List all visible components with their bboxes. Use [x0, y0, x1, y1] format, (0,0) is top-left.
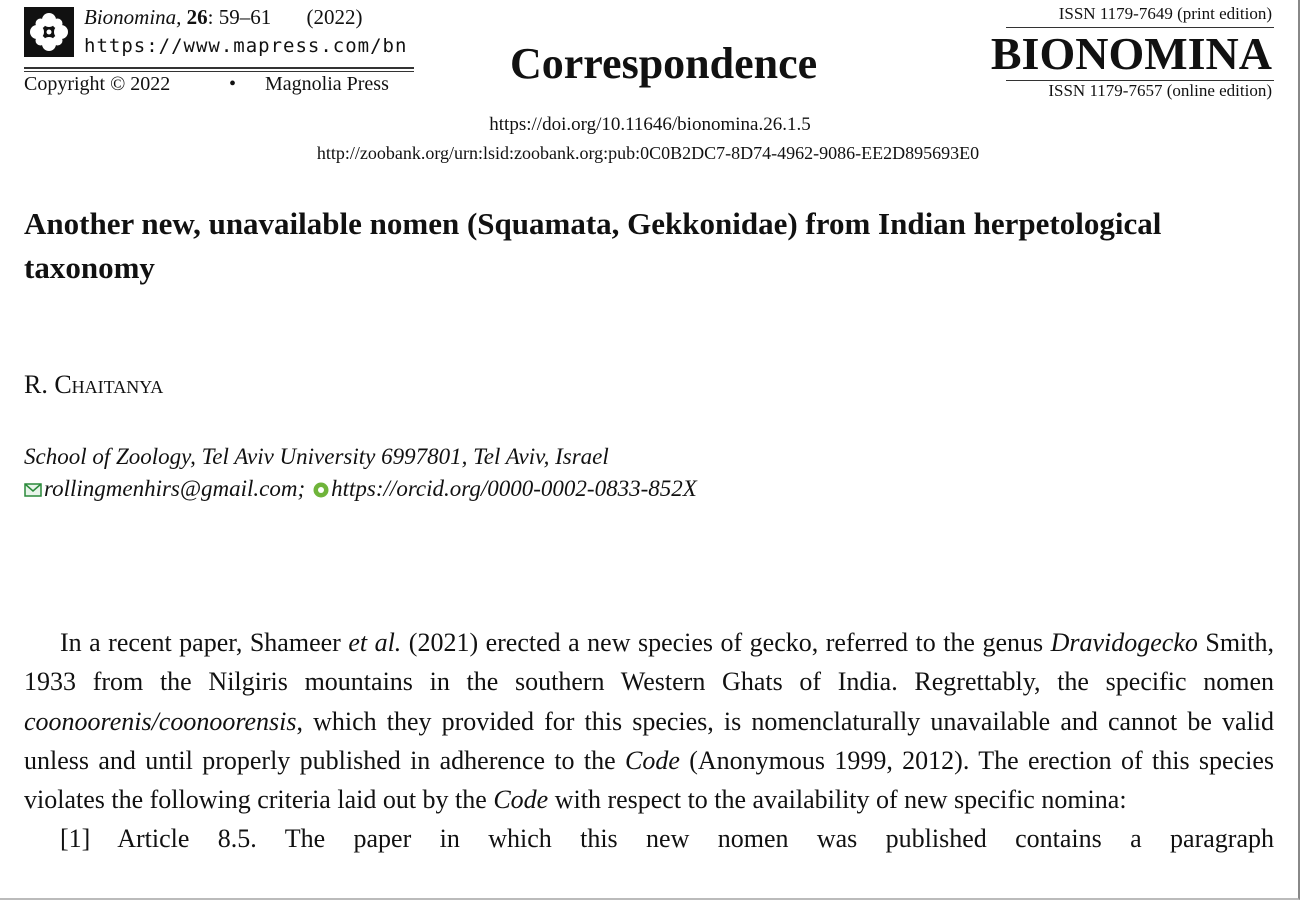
- header-rule: [24, 67, 414, 72]
- journal-year: (2022): [306, 5, 363, 29]
- copyright-text: Copyright © 2022: [24, 73, 171, 95]
- species-nomen: coonoorenis/coonoorensis: [24, 706, 297, 736]
- body-paragraph: [24, 623, 1274, 819]
- author-contact: [24, 476, 697, 504]
- orcid-link[interactable]: https://orcid.org/0000-0002-0833-852X: [331, 476, 697, 501]
- journal-citation: [84, 5, 363, 30]
- journal-brand: BIONOMINA: [990, 28, 1272, 79]
- article-title: Another new, unavailable nomen (Squamata, Gekkonidae) from Indian herpetological taxonomy: [24, 206, 1162, 285]
- body-italic: et al.: [348, 628, 402, 657]
- journal-volume: 26: [186, 5, 208, 29]
- issn-online: ISSN 1179-7657 (online edition): [1048, 81, 1272, 100]
- body-text: with respect to the availability of new specific nomina:: [548, 785, 1127, 815]
- body-text: Smith, 1933 from the Nilgiris mountains in the southern Western Ghats of India. Regrettably, the specific nomen: [24, 628, 1274, 697]
- zoobank-link[interactable]: http://zoobank.org/urn:lsid:zoobank.org:pub:0C0B2DC7-8D74-4962-9086-EE2D895693E0: [316, 143, 980, 163]
- copyright-line: [24, 73, 414, 96]
- article-body: [24, 623, 1274, 858]
- journal-url[interactable]: https://www.mapress.com/bn: [84, 35, 408, 57]
- body-italic: Code: [493, 785, 549, 815]
- article-criterion: [1] Article 8.5. The paper in which this new nomen was published contains a paragraph: [60, 824, 1274, 854]
- genus-name: Dravidogecko: [1050, 628, 1198, 657]
- bullet-separator: •: [229, 73, 237, 95]
- journal-name: Bionomina,: [84, 5, 182, 29]
- author-name: R. Chaitanya: [24, 370, 164, 399]
- email-link[interactable]: rollingmenhirs@gmail.com;: [44, 476, 306, 501]
- orcid-icon: [313, 478, 329, 504]
- section-label: Correspondence: [510, 39, 818, 88]
- journal-pages: : 59–61: [207, 5, 272, 29]
- publisher-name: Magnolia Press: [265, 73, 389, 95]
- body-text: In a recent paper, Shameer: [60, 628, 349, 657]
- envelope-icon: [24, 478, 42, 504]
- body-text: (Anonymous 1999, 2012). The erection of this species violates the following criteria laid out by the: [24, 745, 1274, 815]
- issn-print: ISSN 1179-7649 (print edition): [1058, 4, 1272, 23]
- body-text: (2021) erected a new species of gecko, referred to the genus: [401, 628, 1051, 657]
- doi-link[interactable]: https://doi.org/10.11646/bionomina.26.1.5: [489, 114, 811, 135]
- flower-logo-icon: [24, 7, 74, 57]
- author-affiliation: School of Zoology, Tel Aviv University 6997801, Tel Aviv, Israel: [24, 444, 609, 469]
- body-text: , which they provided for this species, is nomenclaturally unavailable and cannot be valid unless and until properly published in adherence to the: [24, 706, 1274, 775]
- body-italic: Code: [625, 745, 680, 775]
